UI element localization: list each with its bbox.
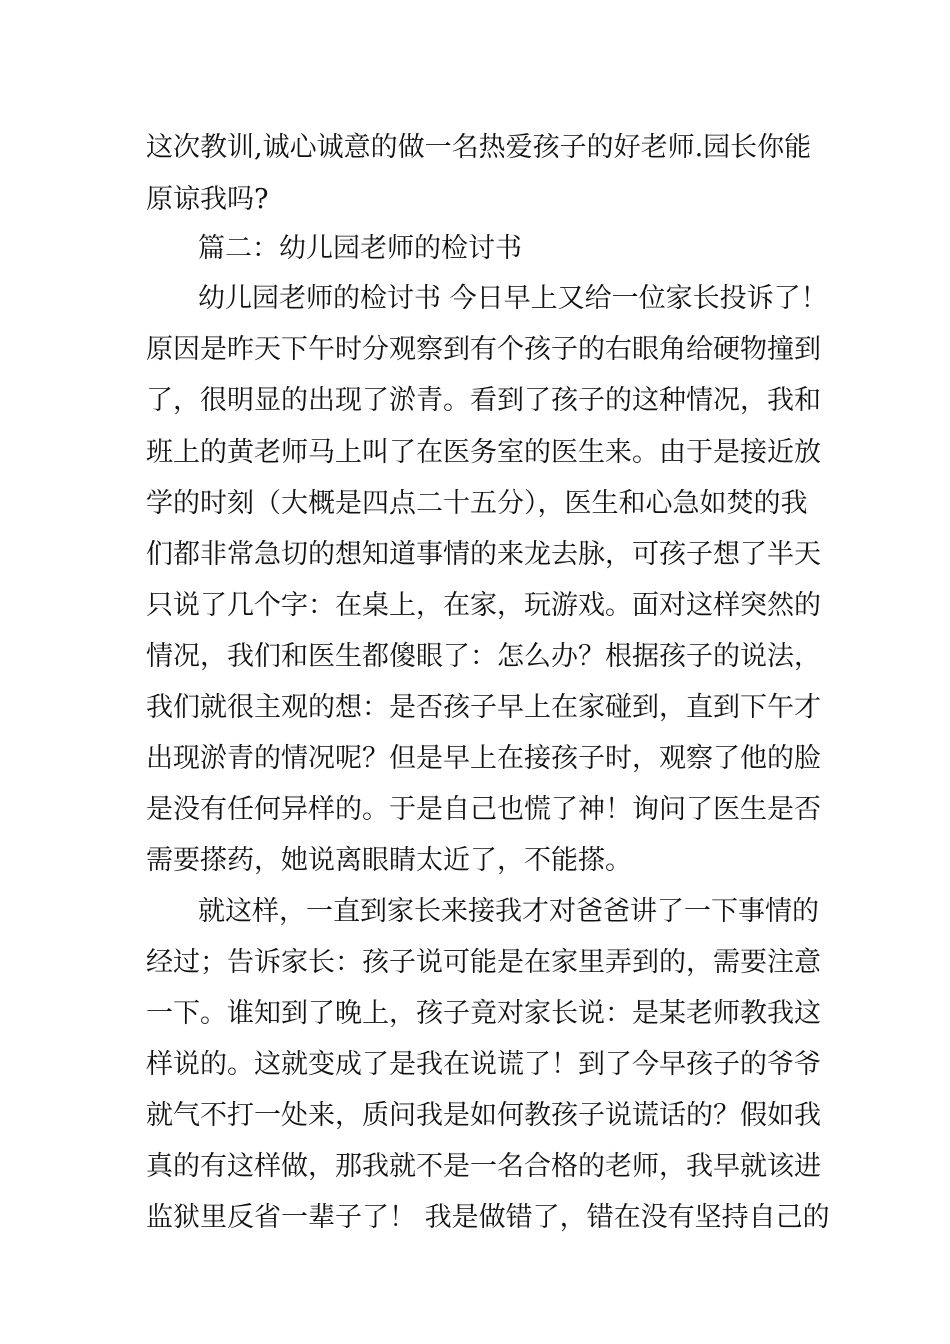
text-line: 幼儿园老师的检讨书 今日早上又给一位家长投诉了！ xyxy=(198,283,828,314)
text-line: 班上的黄老师马上叫了在医务室的医生来。由于是接近放 xyxy=(146,437,821,468)
text-line: 就气不打一处来，质问我是如何教孩子说谎话的？假如我 xyxy=(146,1100,821,1131)
text-line: 情况，我们和医生都傻眼了：怎么办？根据孩子的说法， xyxy=(146,641,821,672)
text-line: 就这样，一直到家长来接我才对爸爸讲了一下事情的 xyxy=(198,896,819,927)
text-line: 监狱里反省一辈子了！ 我是做错了，错在没有坚持自己的 xyxy=(146,1202,830,1233)
text-line: 需要搽药，她说离眼睛太近了，不能搽。 xyxy=(146,845,632,876)
text-line: 原谅我吗? xyxy=(146,184,269,215)
text-line: 这次教训,诚心诚意的做一名热爱孩子的好老师.园长你能 xyxy=(146,132,812,163)
text-line: 经过；告诉家长：孩子说可能是在家里弄到的，需要注意 xyxy=(146,947,821,978)
text-line: 我们就很主观的想：是否孩子早上在家碰到，直到下午才 xyxy=(146,692,821,723)
text-line: 们都非常急切的想知道事情的来龙去脉，可孩子想了半天 xyxy=(146,539,821,570)
text-line: 一下。谁知到了晚上，孩子竟对家长说：是某老师教我这 xyxy=(146,998,821,1029)
text-line: 样说的。这就变成了是我在说谎了！到了今早孩子的爷爷 xyxy=(146,1049,821,1080)
text-line: 出现淤青的情况呢？但是早上在接孩子时，观察了他的脸 xyxy=(146,743,821,774)
text-line: 了，很明显的出现了淤青。看到了孩子的这种情况，我和 xyxy=(146,385,821,416)
text-line: 学的时刻（大概是四点二十五分），医生和心急如焚的我 xyxy=(146,488,808,519)
section-heading: 篇二：幼儿园老师的检讨书 xyxy=(198,233,522,264)
text-line: 只说了几个字：在桌上，在家，玩游戏。面对这样突然的 xyxy=(146,590,821,621)
text-line: 真的有这样做，那我就不是一名合格的老师，我早就该进 xyxy=(146,1151,821,1182)
text-line: 原因是昨天下午时分观察到有个孩子的右眼角给硬物撞到 xyxy=(146,334,821,365)
text-line: 是没有任何异样的。于是自己也慌了神！询问了医生是否 xyxy=(146,794,821,825)
